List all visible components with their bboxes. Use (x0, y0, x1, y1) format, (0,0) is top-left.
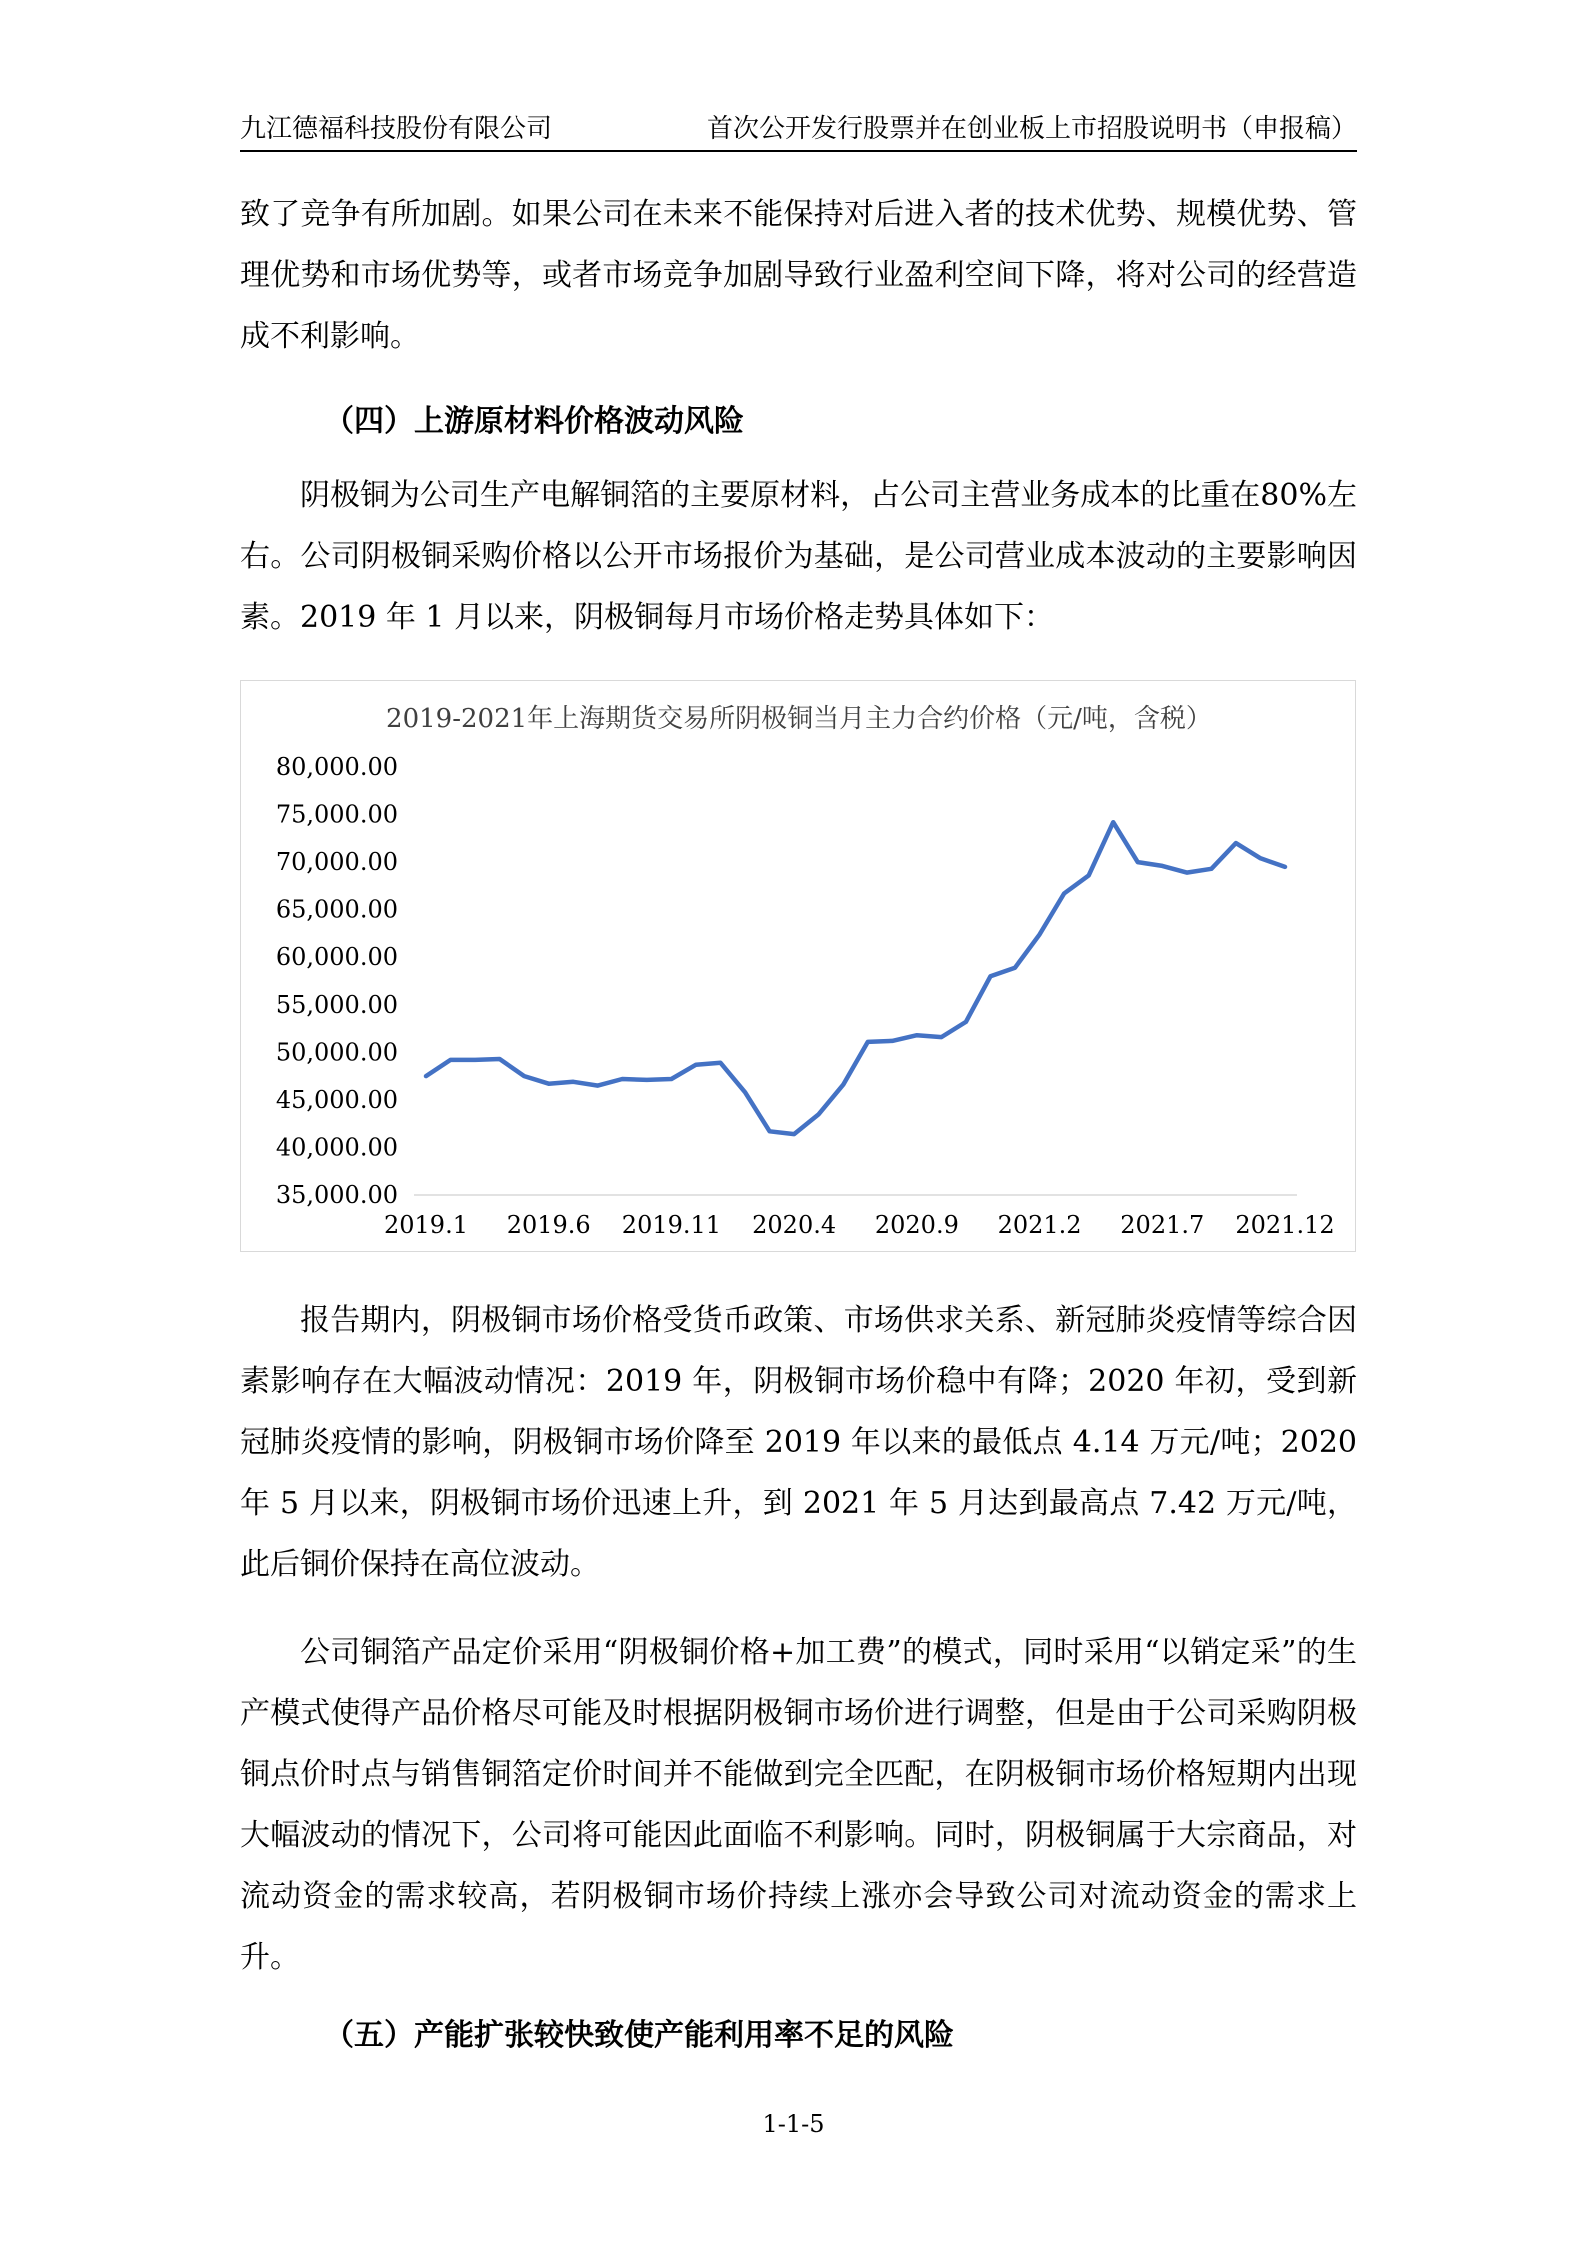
x-tick-label: 2021.2 (997, 1211, 1082, 1239)
page-header (240, 108, 1357, 152)
paragraph-pricing-model: 公司铜箔产品定价采用“阴极铜价格+加工费”的模式，同时采用“以销定采”的生产模式使得产品价格尽可能及时根据阴极铜市场价进行调整，但是由于公司采购阴极铜点价时点与销售铜箔定价时间并不能做到完全匹配，在阴极铜市场价格短期内出现大幅波动的情况下，公司将可能因此面临不利影响。同时，阴极铜属于大宗商品，对流动资金的需求较高，若阴极铜市场价持续上涨亦会导致公司对流动资金的需求上升。 (240, 1635, 1357, 1975)
x-tick-label: 2019.6 (506, 1211, 591, 1239)
y-tick-label: 75,000.00 (275, 800, 398, 829)
y-tick-label: 70,000.00 (275, 848, 398, 877)
x-tick-label: 2020.4 (752, 1211, 837, 1239)
y-tick-label: 50,000.00 (275, 1038, 398, 1067)
header-doc-title: 首次公开发行股票并在创业板上市招股说明书（申报稿） (706, 114, 1357, 144)
y-tick-label: 35,000.00 (275, 1181, 398, 1209)
y-tick-label: 40,000.00 (275, 1133, 398, 1162)
chart-title: 2019-2021年上海期货交易所阴极铜当月主力合约价格（元/吨，含税） (386, 704, 1212, 734)
header-company: 九江德福科技股份有限公司 (240, 114, 553, 144)
section-heading-4: （四）上游原材料价格波动风险 (324, 404, 744, 439)
y-tick-label: 80,000.00 (275, 753, 398, 781)
y-tick-label: 45,000.00 (275, 1085, 398, 1114)
x-tick-label: 2021.12 (1235, 1211, 1335, 1239)
copper-price-chart (240, 680, 1356, 1252)
y-tick-label: 65,000.00 (275, 895, 398, 924)
x-tick-label: 2021.7 (1120, 1211, 1205, 1239)
x-tick-label: 2020.9 (874, 1211, 959, 1239)
y-tick-label: 55,000.00 (275, 990, 398, 1019)
chart-canvas (241, 681, 1357, 1253)
x-tick-label: 2019.1 (384, 1211, 468, 1239)
series-line (426, 822, 1285, 1134)
paragraph-copper-intro: 阴极铜为公司生产电解铜箔的主要原材料，占公司主营业务成本的比重在80%左右。公司阴极铜采购价格以公开市场报价为基础，是公司营业成本波动的主要影响因素。2019 年 1 月以来，阴极铜每月市场价格走势具体如下： (240, 478, 1357, 635)
section-heading-5: （五）产能扩张较快致使产能利用率不足的风险 (324, 2018, 954, 2053)
y-tick-label: 60,000.00 (275, 943, 398, 972)
x-tick-label: 2019.11 (621, 1211, 722, 1239)
page-number: 1-1-5 (762, 2110, 825, 2138)
paragraph-price-fluctuation: 报告期内，阴极铜市场价格受货币政策、市场供求关系、新冠肺炎疫情等综合因素影响存在大幅波动情况：2019 年，阴极铜市场价稳中有降；2020 年初，受到新冠肺炎疫情的影响，阴极铜市场价降至 2019 年以来的最低点 4.14 万元/吨；2020 年 5 月以来，阴极铜市场价迅速上升，到 2021 年 5 月达到最高点 7.42 万元/吨，此后铜价保持在高位波动。 (240, 1303, 1357, 1582)
paragraph-competition: 致了竞争有所加剧。如果公司在未来不能保持对后进入者的技术优势、规模优势、管理优势和市场优势等，或者市场竞争加剧导致行业盈利空间下降，将对公司的经营造成不利影响。 (240, 197, 1357, 354)
